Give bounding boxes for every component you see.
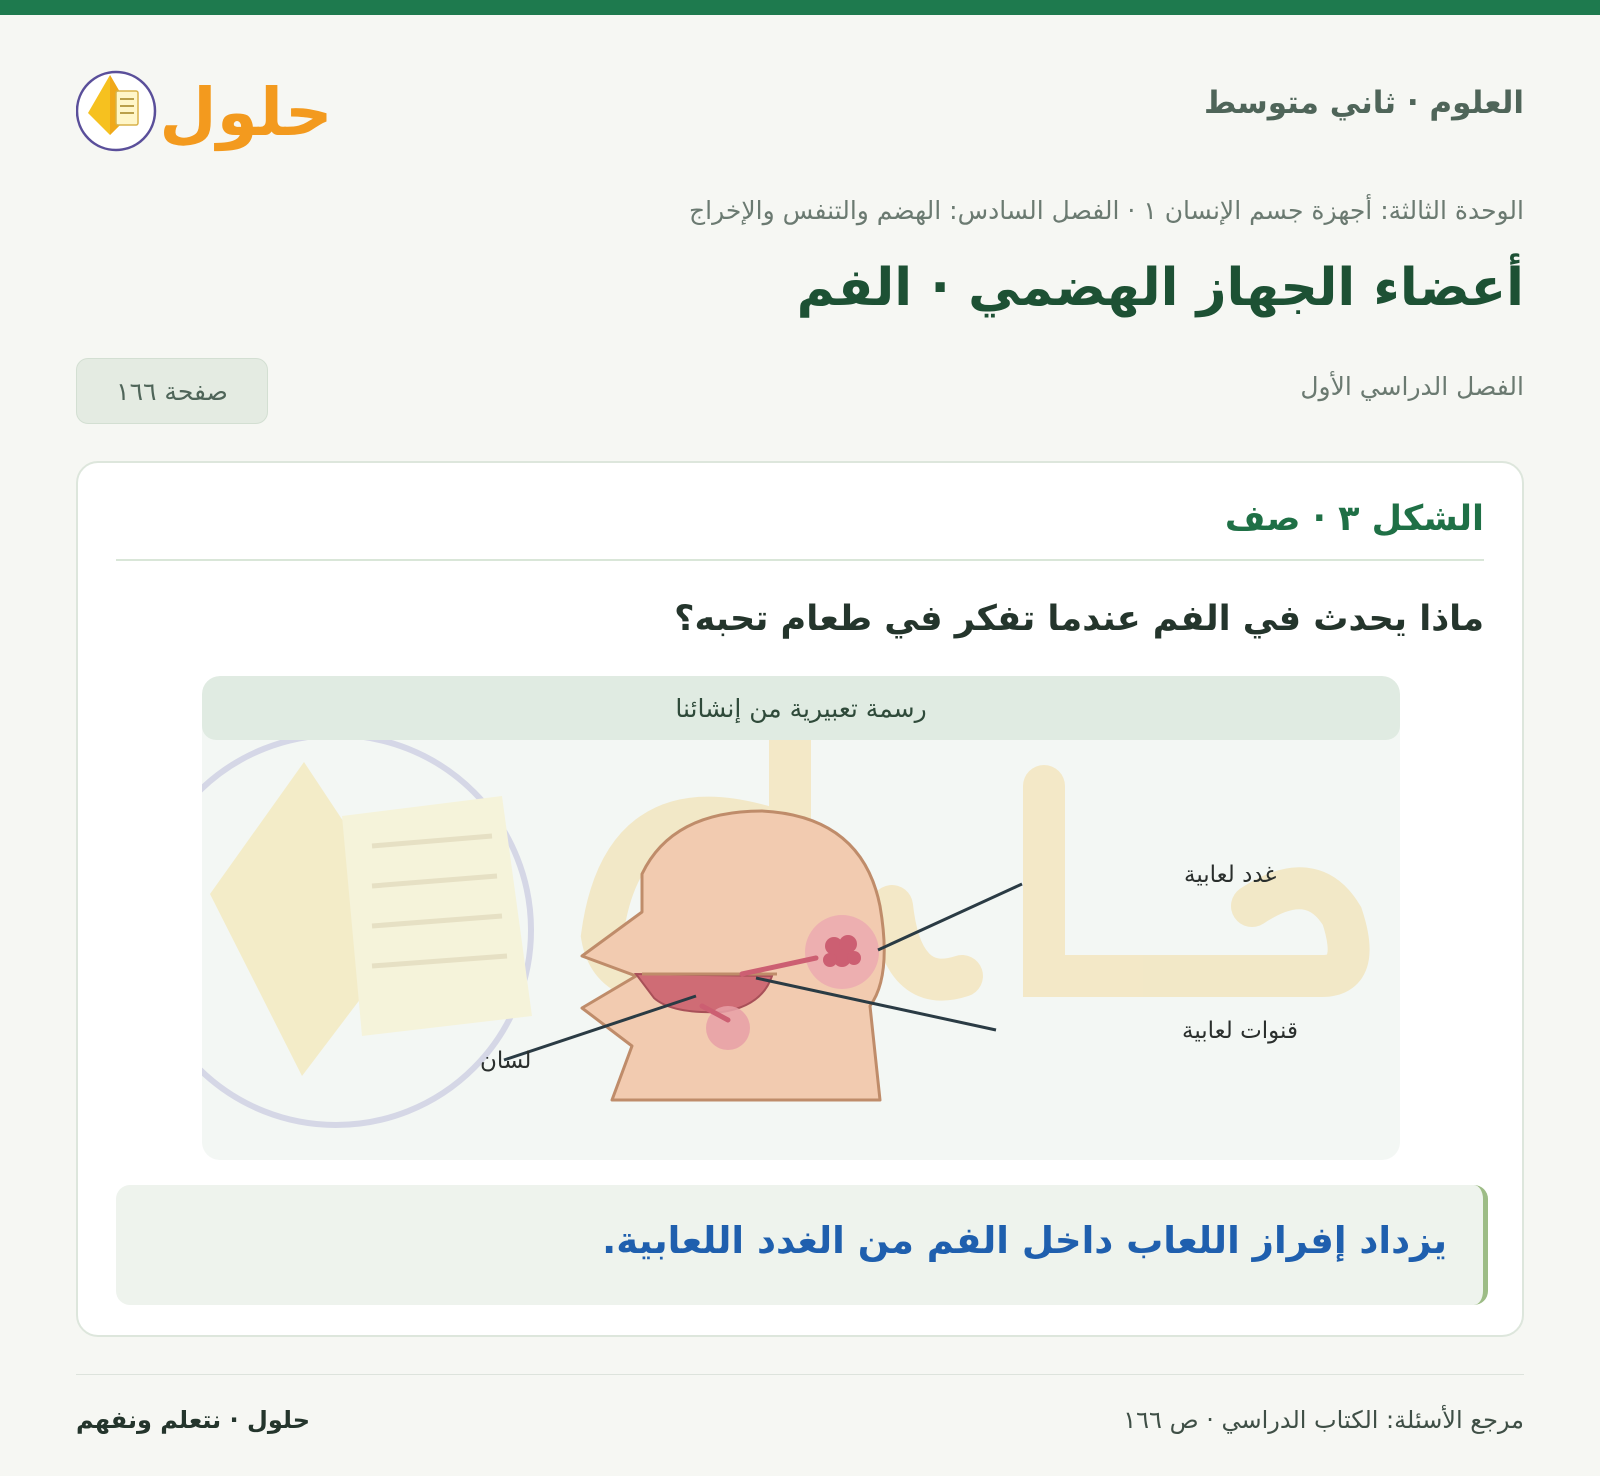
card-divider xyxy=(116,559,1484,561)
card-title: الشكل ٣ · صف xyxy=(1224,499,1484,539)
footer-brand[interactable]: حلول · نتعلم ونفهم xyxy=(76,1406,310,1434)
label-salivary-glands: غدد لعابية xyxy=(1184,862,1277,888)
mouth-diagram xyxy=(202,676,1400,1160)
footer-reference: مرجع الأسئلة: الكتاب الدراسي · ص ١٦٦ xyxy=(1123,1406,1524,1434)
question-text: ماذا يحدث في الفم عندما تفكر في طعام تحبه؟ xyxy=(674,599,1484,639)
figure-card xyxy=(76,461,1524,1337)
page-header xyxy=(76,55,1524,159)
term-label: الفصل الدراسي الأول xyxy=(1300,372,1524,401)
logo-text: حلول xyxy=(159,74,333,151)
footer-divider xyxy=(76,1374,1524,1375)
label-tongue: لسان xyxy=(480,1048,532,1074)
answer-box xyxy=(116,1185,1488,1305)
subject-title: العلوم · ثاني متوسط xyxy=(1204,85,1524,121)
illustration-figure xyxy=(202,676,1400,1160)
page-title: أعضاء الجهاز الهضمي · الفم xyxy=(796,258,1524,318)
figure-caption: رسمة تعبيرية من إنشائنا xyxy=(202,676,1400,740)
logo[interactable] xyxy=(76,55,336,159)
page-number-badge: صفحة ١٦٦ xyxy=(76,358,268,424)
answer-text: يزداد إفراز اللعاب داخل الفم من الغدد اللعابية. xyxy=(602,1219,1447,1262)
top-accent-bar xyxy=(0,0,1600,15)
breadcrumb: الوحدة الثالثة: أجهزة جسم الإنسان ١ · الفصل السادس: الهضم والتنفس والإخراج xyxy=(689,196,1524,225)
label-salivary-ducts: قنوات لعابية xyxy=(1182,1018,1298,1044)
